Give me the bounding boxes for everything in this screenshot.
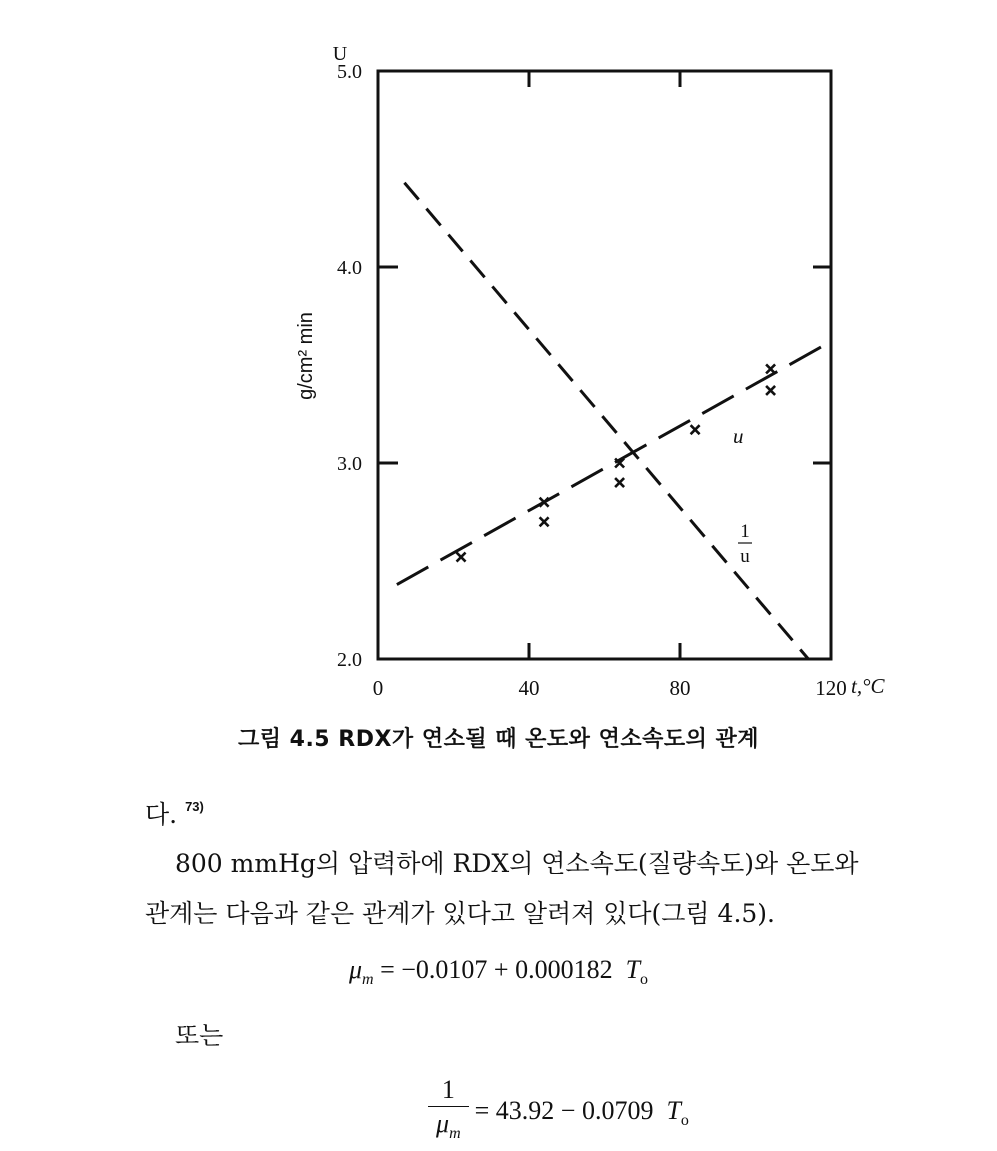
eq2-fraction: [428, 1074, 469, 1151]
series-inv-u-label-num: 1: [740, 521, 750, 542]
paragraph-1: [145, 795, 995, 831]
paragraph-1-text: 다.: [145, 800, 178, 829]
series-inv-u-line: [404, 183, 808, 659]
equation-1: [0, 955, 997, 989]
x-tick-label: 0: [372, 676, 384, 700]
x-tick-label: 120: [815, 676, 847, 700]
reference-73: 73): [185, 799, 204, 814]
eq2-var: $T_o$: [666, 1095, 689, 1129]
paragraph-2-line-2: 관계는 다음과 같은 관계가 있다고 알려져 있다(그림 4.5).: [145, 899, 775, 928]
x-axis-label: t,°C: [851, 674, 885, 698]
series-inv-u-label-den: u: [740, 546, 750, 567]
x-tick-label: 80: [669, 676, 691, 700]
eq2-numerator: 1: [428, 1074, 469, 1107]
data-point-marker: [766, 386, 775, 395]
y-axis-label: g/cm² min: [295, 312, 317, 400]
or-text: 또는: [175, 1021, 224, 1050]
y-symbol: U: [332, 43, 348, 65]
data-point-marker: [766, 364, 775, 373]
eq2-rhs: = 43.92 − 0.0709: [474, 1095, 654, 1125]
y-tick-label: 5.0: [337, 61, 362, 83]
eq1-lhs: $\mu_m$: [348, 955, 374, 989]
data-point-marker: [457, 553, 466, 562]
plot-frame: [378, 71, 831, 659]
figure-caption: 그림 4.5 RDX가 연소될 때 온도와 연소속도의 관계: [237, 727, 760, 752]
eq1-rhs: = −0.0107 + 0.000182: [380, 955, 613, 984]
eq1-var: $T_o$: [625, 955, 649, 989]
x-tick-label: 40: [518, 676, 540, 700]
data-point-marker: [540, 517, 549, 526]
series-u-label: u: [733, 424, 744, 448]
series-u-line: [397, 341, 831, 584]
y-tick-label: 2.0: [337, 649, 362, 671]
y-tick-label: 4.0: [337, 257, 362, 279]
eq2-denominator: $\mu_m$: [436, 1109, 461, 1143]
data-point-marker: [615, 478, 624, 487]
paragraph-2-line-1: 800 mmHg의 압력하에 RDX의 연소속도(질량속도)와 온도와: [175, 849, 859, 878]
data-point-marker: [691, 425, 700, 434]
y-tick-label: 3.0: [337, 453, 362, 475]
equation-2: [428, 1074, 689, 1151]
